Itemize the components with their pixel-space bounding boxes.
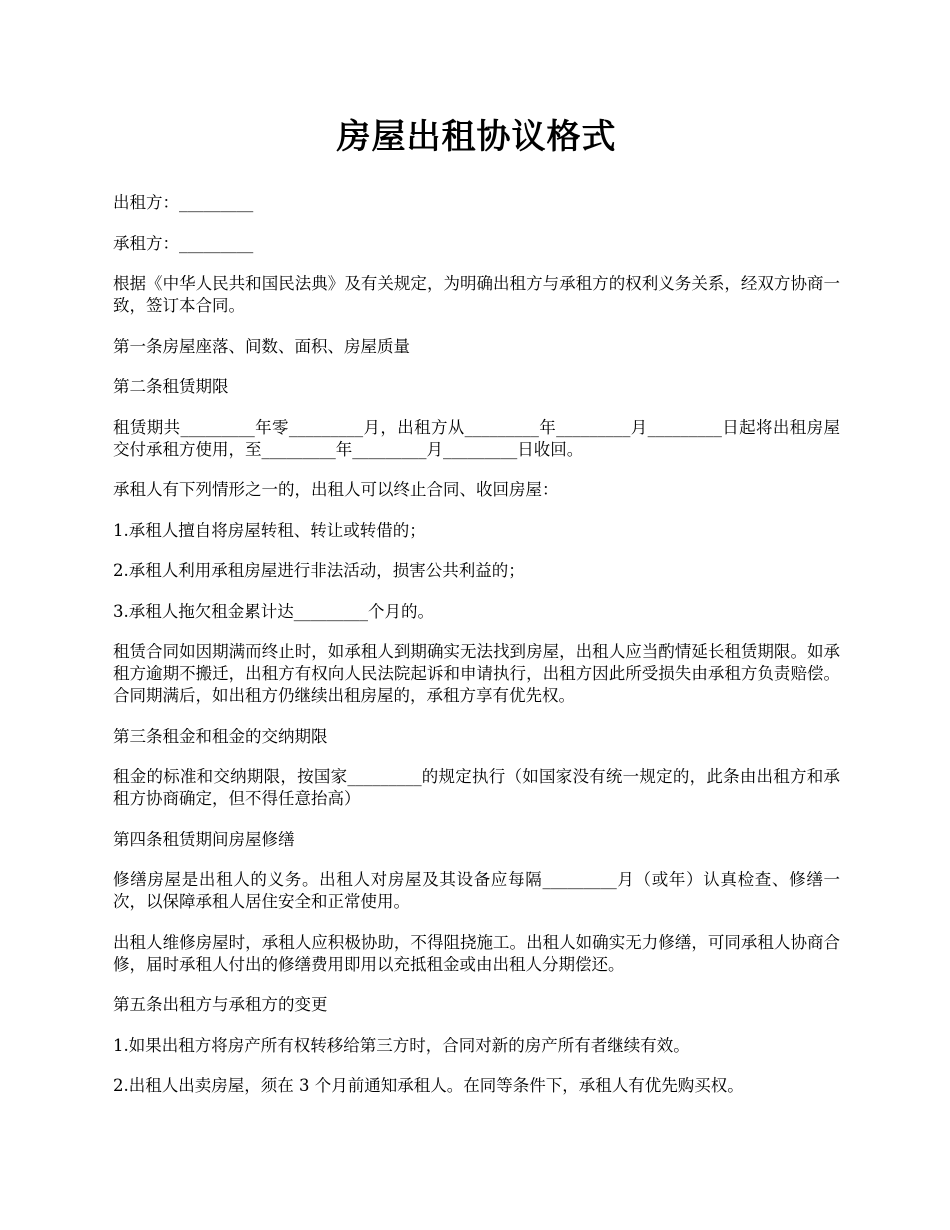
lessee-line: 承租方：_________: [113, 233, 254, 253]
lease-term-paragraph: 租赁期共_________年零_________月，出租方从_________年_________月_________日起将出租房屋交付承租方使用，至_________年_________月_________日收回。: [113, 417, 840, 459]
lessor-line: 出租方：_________: [113, 193, 254, 212]
repair-paragraph-2: 出租人维修房屋时，承租人应积极协助，不得阻挠施工。出租人如确实无力修缮，可同承租人协商合修，届时承租人付出的修缮费用即用以充抵租金或由出租人分期偿还。: [113, 932, 840, 974]
article-3-heading: 第三条租金和租金的交纳期限: [113, 726, 328, 746]
termination-intro: 承租人有下列情形之一的，出租人可以终止合同、收回房屋：: [113, 480, 559, 499]
change-item-1: 1.如果出租方将房产所有权转移给第三方时，合同对新的房产所有者继续有效。: [113, 1035, 690, 1055]
document-title: 房屋出租协议格式: [336, 117, 617, 157]
article-2-heading: 第二条租赁期限: [113, 377, 229, 396]
article-4-heading: 第四条租赁期间房屋修缮: [113, 829, 295, 849]
preamble-paragraph: 根据《中华人民共和国民法典》及有关规定，为明确出租方与承租方的权利义务关系，经双方协商一致，签订本合同。: [113, 274, 840, 315]
termination-item-2: 2.承租人利用承租房屋进行非法活动，损害公共利益的；: [113, 561, 525, 580]
termination-item-3: 3.承租人拖欠租金累计达_________个月的。: [113, 601, 434, 621]
article-5-heading: 第五条出租方与承租方的变更: [113, 995, 328, 1014]
rent-paragraph: 租金的标准和交纳期限，按国家_________的规定执行（如国家没有统一规定的，此条由出租方和承租方协商确定，但不得任意抬高）: [113, 767, 840, 808]
termination-item-1: 1.承租人擅自将房屋转租、转让或转借的；: [113, 520, 426, 540]
expiry-paragraph: 租赁合同如因期满而终止时，如承租人到期确实无法找到房屋，出租人应当酌情延长租赁期限。如承租方逾期不搬迁，出租方有权向人民法院起诉和申请执行，出租方因此所受损失由承租方负责赔偿。合同期满后，如出租方仍继续出租房屋的，承租方享有优先权。: [113, 642, 840, 705]
article-1-heading: 第一条房屋座落、间数、面积、房屋质量: [113, 336, 410, 356]
repair-paragraph-1: 修缮房屋是出租人的义务。出租人对房屋及其设备应每隔_________月（或年）认真检查、修缮一次，以保障承租人居住安全和正常使用。: [113, 870, 840, 911]
change-item-2: 2.出租人出卖房屋，须在 3 个月前通知承租人。在同等条件下，承租人有优先购买权。: [113, 1076, 744, 1095]
document-page: [113, 112, 840, 1116]
